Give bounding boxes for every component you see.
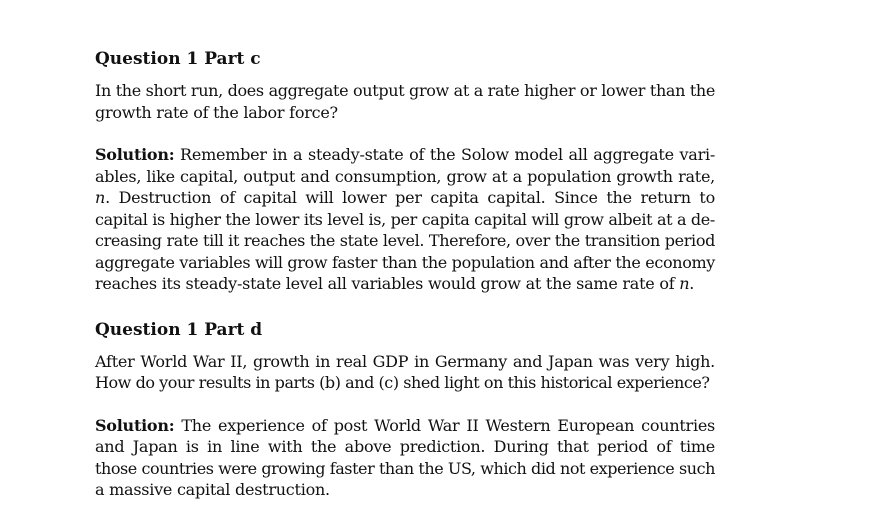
question-1d-line: After World War II, growth in real GDP in Germany and Japan was very high. — [95, 351, 715, 371]
solution-1c-line: creasing rate till it reaches the state level. Therefore, over the transition period — [95, 231, 715, 250]
question-1c-line: In the short run, does aggregate output grow at a rate higher or lower than the — [95, 81, 715, 100]
solution-1d-line: those countries were growing faster than the US, which did not experience such — [95, 458, 715, 478]
solution-1d-line: a massive capital destruction. — [95, 480, 330, 499]
document-page — [95, 48, 715, 501]
question-1d-text — [95, 351, 715, 394]
question-1c-heading: Question 1 Part c — [95, 49, 261, 69]
solution-1c-line-text: Remember in a steady-state of the Solow model all aggregate vari- — [174, 145, 715, 164]
solution-1d-line: and Japan is in line with the above prediction. During that period of time — [95, 437, 715, 456]
solution-1c-line: ables, like capital, output and consumption, grow at a population growth rate, — [95, 166, 715, 186]
question-1d-heading: Question 1 Part d — [95, 319, 263, 340]
solution-1d-label: Solution: — [95, 415, 175, 435]
solution-1c-line: capital is higher the lower its level is, per capita capital will grow albeit at a de- — [95, 209, 715, 229]
question-1d-line: How do your results in parts (b) and (c) shed light on this historical experience? — [95, 373, 710, 392]
question-1c-line: growth rate of the labor force? — [95, 102, 338, 122]
solution-1c-text — [95, 144, 715, 295]
question-1c-text — [95, 80, 715, 123]
solution-1c-label: Solution: — [95, 145, 175, 164]
solution-1d-line — [95, 415, 715, 437]
solution-1c-line: reaches its steady-state level all variables would grow at the same rate of n. — [95, 274, 695, 293]
solution-1c-line: aggregate variables will grow faster than the population and after the economy — [95, 252, 715, 272]
solution-1d-line-text: The experience of post World War II Western European countries — [174, 415, 715, 435]
solution-1d-text — [95, 415, 715, 501]
solution-1c-line: n. Destruction of capital will lower per capita capital. Since the return to — [95, 188, 715, 207]
solution-1c-line — [95, 144, 715, 166]
